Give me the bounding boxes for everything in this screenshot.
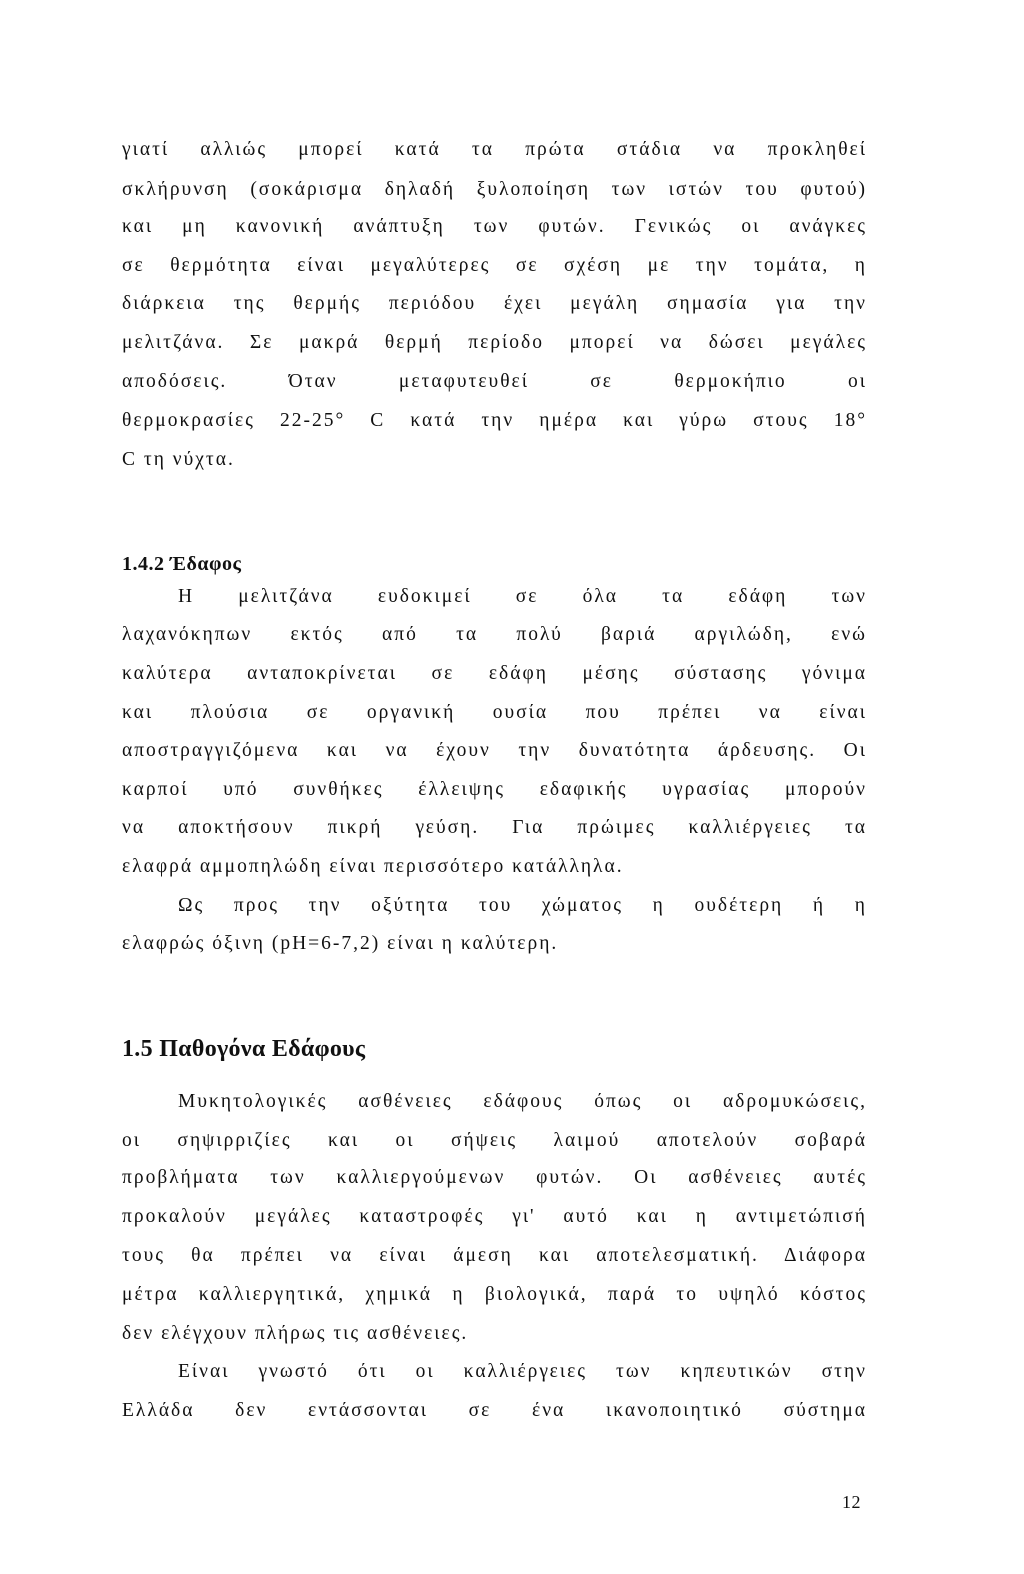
- text-line: διάρκεια της θερμής περιόδου έχει μεγάλη σημασία για την: [122, 293, 867, 314]
- text-line: σκλήρυνση (σοκάρισμα δηλαδή ξυλοποίηση των ιστών του φυτού): [122, 179, 867, 200]
- text-line: σε θερμότητα είναι μεγαλύτερες σε σχέση με την τομάτα, η: [122, 255, 867, 276]
- page-number: 12: [842, 1492, 861, 1512]
- text-line: τους θα πρέπει να είναι άμεση και αποτελεσματική. Διάφορα: [122, 1245, 867, 1266]
- text-line: οι σηψιρριζίες και οι σήψεις λαιμού αποτελούν σοβαρά: [122, 1130, 867, 1151]
- text-line: να αποκτήσουν πικρή γεύση. Για πρώιμες καλλιέργειες τα: [122, 817, 867, 838]
- text-line: και πλούσια σε οργανική ουσία που πρέπει να είναι: [122, 702, 867, 723]
- text-line: μελιτζάνα. Σε μακρά θερμή περίοδο μπορεί να δώσει μεγάλες: [122, 332, 867, 353]
- text-line: λαχανόκηπων εκτός από τα πολύ βαριά αργιλώδη, ενώ: [122, 624, 867, 645]
- text-line: Είναι γνωστό ότι οι καλλιέργειες των κηπευτικών στην: [178, 1361, 867, 1382]
- text-line: ελαφρά αμμοπηλώδη είναι περισσότερο κατάλληλα.: [122, 856, 624, 877]
- text-line: θερμοκρασίες 22-25° C κατά την ημέρα και γύρω στους 18°: [122, 410, 867, 431]
- text-line: προβλήματα των καλλιεργούμενων φυτών. Οι ασθένειες αυτές: [122, 1167, 867, 1188]
- section-heading-soil-pathogens: 1.5 Παθογόνα Εδάφους: [122, 1036, 366, 1062]
- text-line: προκαλούν μεγάλες καταστροφές γι' αυτό και η αντιμετώπισή: [122, 1206, 867, 1227]
- section-heading-soil: 1.4.2 Έδαφος: [122, 553, 242, 575]
- text-line: και μη κανονική ανάπτυξη των φυτών. Γενικώς οι ανάγκες: [122, 216, 867, 237]
- text-line: Μυκητολογικές ασθένειες εδάφους όπως οι αδρομυκώσεις,: [178, 1091, 867, 1112]
- text-line: αποστραγγιζόμενα και να έχουν την δυνατότητα άρδευσης. Οι: [122, 740, 867, 761]
- text-line: C τη νύχτα.: [122, 449, 235, 470]
- text-line: καλύτερα ανταποκρίνεται σε εδάφη μέσης σύστασης γόνιμα: [122, 663, 867, 684]
- text-line: καρποί υπό συνθήκες έλλειψης εδαφικής υγρασίας μπορούν: [122, 779, 867, 800]
- text-line: αποδόσεις. Όταν μεταφυτευθεί σε θερμοκήπιο οι: [122, 371, 867, 392]
- text-line: Η μελιτζάνα ευδοκιμεί σε όλα τα εδάφη των: [178, 586, 867, 607]
- text-line: ελαφρώς όξινη (pH=6-7,2) είναι η καλύτερη.: [122, 933, 559, 954]
- text-line: μέτρα καλλιεργητικά, χημικά η βιολογικά, παρά το υψηλό κόστος: [122, 1284, 867, 1305]
- text-line: Ελλάδα δεν εντάσσονται σε ένα ικανοποιητικό σύστημα: [122, 1400, 867, 1421]
- text-line: Ως προς την οξύτητα του χώματος η ουδέτερη ή η: [178, 895, 867, 916]
- text-line: δεν ελέγχουν πλήρως τις ασθένειες.: [122, 1323, 469, 1344]
- text-line: γιατί αλλιώς μπορεί κατά τα πρώτα στάδια να προκληθεί: [122, 139, 867, 160]
